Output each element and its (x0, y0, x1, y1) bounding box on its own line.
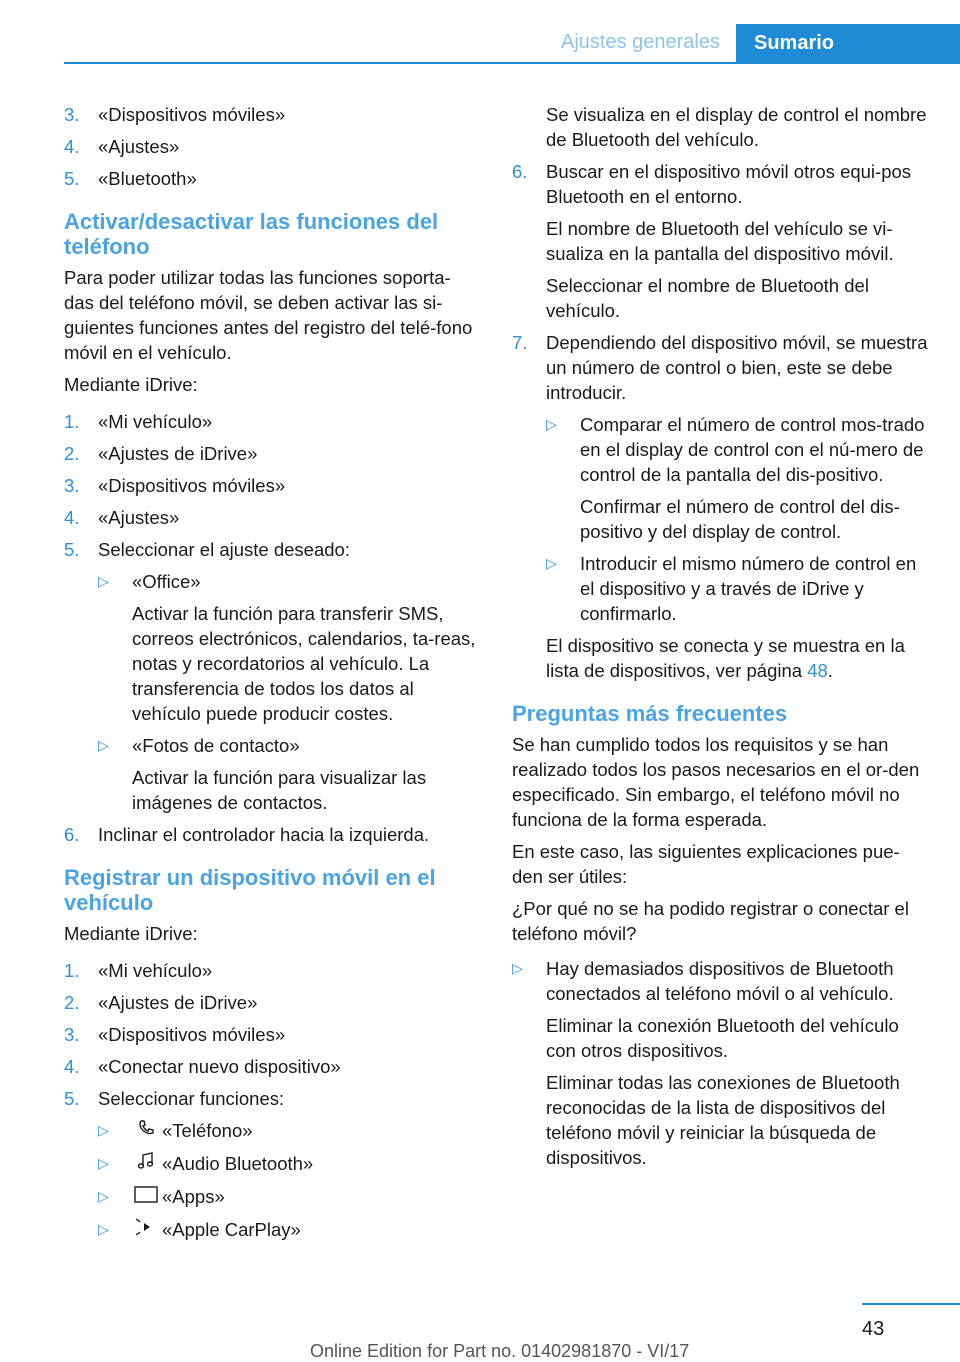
bullet-text: Comparar el número de control mos-trado en el display de control con el nú-mero de control de la pantalla del dis-positivo. (580, 414, 925, 485)
left-column (64, 102, 480, 1250)
bullet-text: Hay demasiados dispositivos de Bluetooth conectados al teléfono móvil o al vehículo. (546, 958, 894, 1004)
list-item (64, 134, 480, 159)
paragraph: En este caso, las siguientes explicaciones pue-den ser útiles: (512, 841, 900, 887)
list-item (64, 990, 480, 1015)
bullet-text: «Fotos de contacto» (132, 735, 300, 756)
step-number: 1. (64, 960, 80, 981)
step-text: «Ajustes de iDrive» (98, 992, 258, 1013)
step-text: «Mi vehículo» (98, 960, 213, 981)
list-item (64, 505, 480, 530)
step-number: 1. (64, 411, 80, 432)
bullet-icon: ▷ (98, 1188, 109, 1204)
paragraph: ¿Por qué no se ha podido registrar o conectar el teléfono móvil? (512, 898, 909, 944)
paragraph: Se visualiza en el display de control el nombre de Bluetooth del vehículo. (546, 104, 927, 150)
section-heading: Registrar un dispositivo móvil en el vehículo (64, 865, 436, 915)
list-item (64, 409, 480, 434)
paragraph: Confirmar el número de control del dis-positivo y del display de control. (580, 496, 900, 542)
step-number: 2. (64, 443, 80, 464)
paragraph (546, 633, 930, 683)
list-item (64, 102, 480, 127)
bullet-icon: ▷ (512, 960, 523, 976)
paragraph: Se han cumplido todos los requisitos y se han realizado todos los pasos necesarios en el or-den especificado. Sin embargo, el teléfono móvil no funciona de la forma esperada. (512, 734, 920, 830)
bullet-text: Introducir el mismo número de control en el dispositivo y a través de iDrive y confirmarlo. (580, 553, 917, 624)
bullet-item (98, 1151, 480, 1177)
paragraph: El nombre de Bluetooth del vehículo se vi-sualiza en la pantalla del dispositivo móvil. (546, 218, 894, 264)
step-number: 5. (64, 1088, 80, 1109)
bullet-item (512, 956, 930, 1006)
paragraph: Mediante iDrive: (64, 374, 198, 395)
step-number: 5. (64, 168, 80, 189)
list-item (64, 473, 480, 498)
step-number: 4. (64, 1056, 80, 1077)
page-number: 43 (862, 1318, 885, 1340)
connect-text: El dispositivo se conecta y se muestra en la lista de dispositivos, ver página (546, 635, 905, 681)
step-text: «Mi vehículo» (98, 411, 213, 432)
bullet-icon: ▷ (546, 416, 557, 432)
step-text: «Dispositivos móviles» (98, 1024, 286, 1045)
list-item (64, 441, 480, 466)
step-number: 6. (64, 824, 80, 845)
list-item (64, 537, 480, 562)
bullet-icon: ▷ (546, 555, 557, 571)
step-number: 4. (64, 507, 80, 528)
section-heading: Activar/desactivar las funciones del teléfono (64, 209, 439, 259)
step-text: «Ajustes» (98, 507, 180, 528)
step-text: Seleccionar el ajuste deseado: (98, 539, 350, 560)
bullet-text: «Office» (132, 571, 201, 592)
sub-list (98, 1118, 480, 1243)
step-text: «Ajustes de iDrive» (98, 443, 258, 464)
step-text: «Dispositivos móviles» (98, 104, 286, 125)
list-item (64, 1054, 480, 1079)
step-text: «Dispositivos móviles» (98, 475, 286, 496)
carplay-icon (132, 1217, 160, 1243)
bullet-item (98, 733, 480, 758)
edition-note: Online Edition for Part no. 01402981870 - VI/17 (310, 1341, 690, 1361)
header-tab-sumario[interactable]: Sumario (736, 24, 960, 62)
bullet-icon: ▷ (98, 737, 109, 753)
paragraph: Para poder utilizar todas las funciones soporta-das del teléfono móvil, se deben activar las si-guientes funciones antes del registro del telé-fono móvil en el vehículo. (64, 267, 473, 363)
bullet-text: «Audio Bluetooth» (162, 1153, 314, 1174)
step-text: «Bluetooth» (98, 168, 197, 189)
bullet-item (546, 412, 930, 487)
apps-icon (132, 1184, 160, 1210)
list-item (64, 958, 480, 983)
page-link[interactable]: 48 (807, 660, 828, 681)
bullet-icon: ▷ (98, 1221, 109, 1237)
list-item (64, 1022, 480, 1047)
paragraph: Eliminar todas las conexiones de Bluetooth reconocidas de la lista de dispositivos del teléfono móvil y reiniciar la búsqueda de dispositivos. (546, 1072, 900, 1168)
step-number: 5. (64, 539, 80, 560)
list-item (64, 822, 480, 847)
header-rule (64, 62, 960, 64)
bullet-item (98, 569, 480, 594)
paragraph: Eliminar la conexión Bluetooth del vehículo con otros dispositivos. (546, 1015, 899, 1061)
step-number: 3. (64, 475, 80, 496)
step-number: 2. (64, 992, 80, 1013)
paragraph: Activar la función para visualizar las imágenes de contactos. (132, 767, 427, 813)
step-number: 3. (64, 104, 80, 125)
step-text: Inclinar el controlador hacia la izquierda. (98, 824, 430, 845)
step-number: 6. (512, 161, 528, 182)
step-text: Buscar en el dispositivo móvil otros equi-pos Bluetooth en el entorno. (546, 161, 912, 207)
step-number: 7. (512, 332, 528, 353)
bullet-text: «Apple CarPlay» (162, 1219, 301, 1240)
step-number: 3. (64, 1024, 80, 1045)
bullet-item (546, 551, 930, 626)
paragraph: Mediante iDrive: (64, 923, 198, 944)
bullet-icon: ▷ (98, 1122, 109, 1138)
list-item (512, 330, 930, 405)
bullet-item (98, 1184, 480, 1210)
phone-icon (132, 1118, 160, 1144)
music-note-icon (132, 1151, 160, 1177)
bullet-icon: ▷ (98, 1155, 109, 1171)
sub-list (546, 412, 930, 626)
list-item (64, 1086, 480, 1111)
step-text: «Conectar nuevo dispositivo» (98, 1056, 341, 1077)
list-item (64, 166, 480, 191)
step-number: 4. (64, 136, 80, 157)
connect-end: . (827, 660, 833, 681)
paragraph: Seleccionar el nombre de Bluetooth del vehículo. (546, 275, 869, 321)
sub-list (98, 569, 480, 815)
step-text: «Ajustes» (98, 136, 180, 157)
step-text: Dependiendo del dispositivo móvil, se muestra un número de control o bien, este se debe introducir. (546, 332, 928, 403)
header-section-title: Ajustes generales (561, 31, 720, 53)
bullet-item (98, 1217, 480, 1243)
bullet-item (98, 1118, 480, 1144)
list-item (512, 159, 930, 209)
bullet-icon: ▷ (98, 573, 109, 589)
bullet-text: «Teléfono» (162, 1120, 253, 1141)
bullet-text: «Apps» (162, 1186, 225, 1207)
footer-rule (862, 1303, 960, 1305)
right-column (512, 102, 930, 1177)
section-heading: Preguntas más frecuentes (512, 701, 788, 726)
paragraph: Activar la función para transferir SMS, correos electrónicos, calendarios, ta-reas, notas y recordatorios al vehículo. La transferencia de todos los datos al vehículo puede producir costes. (132, 603, 476, 724)
step-text: Seleccionar funciones: (98, 1088, 285, 1109)
